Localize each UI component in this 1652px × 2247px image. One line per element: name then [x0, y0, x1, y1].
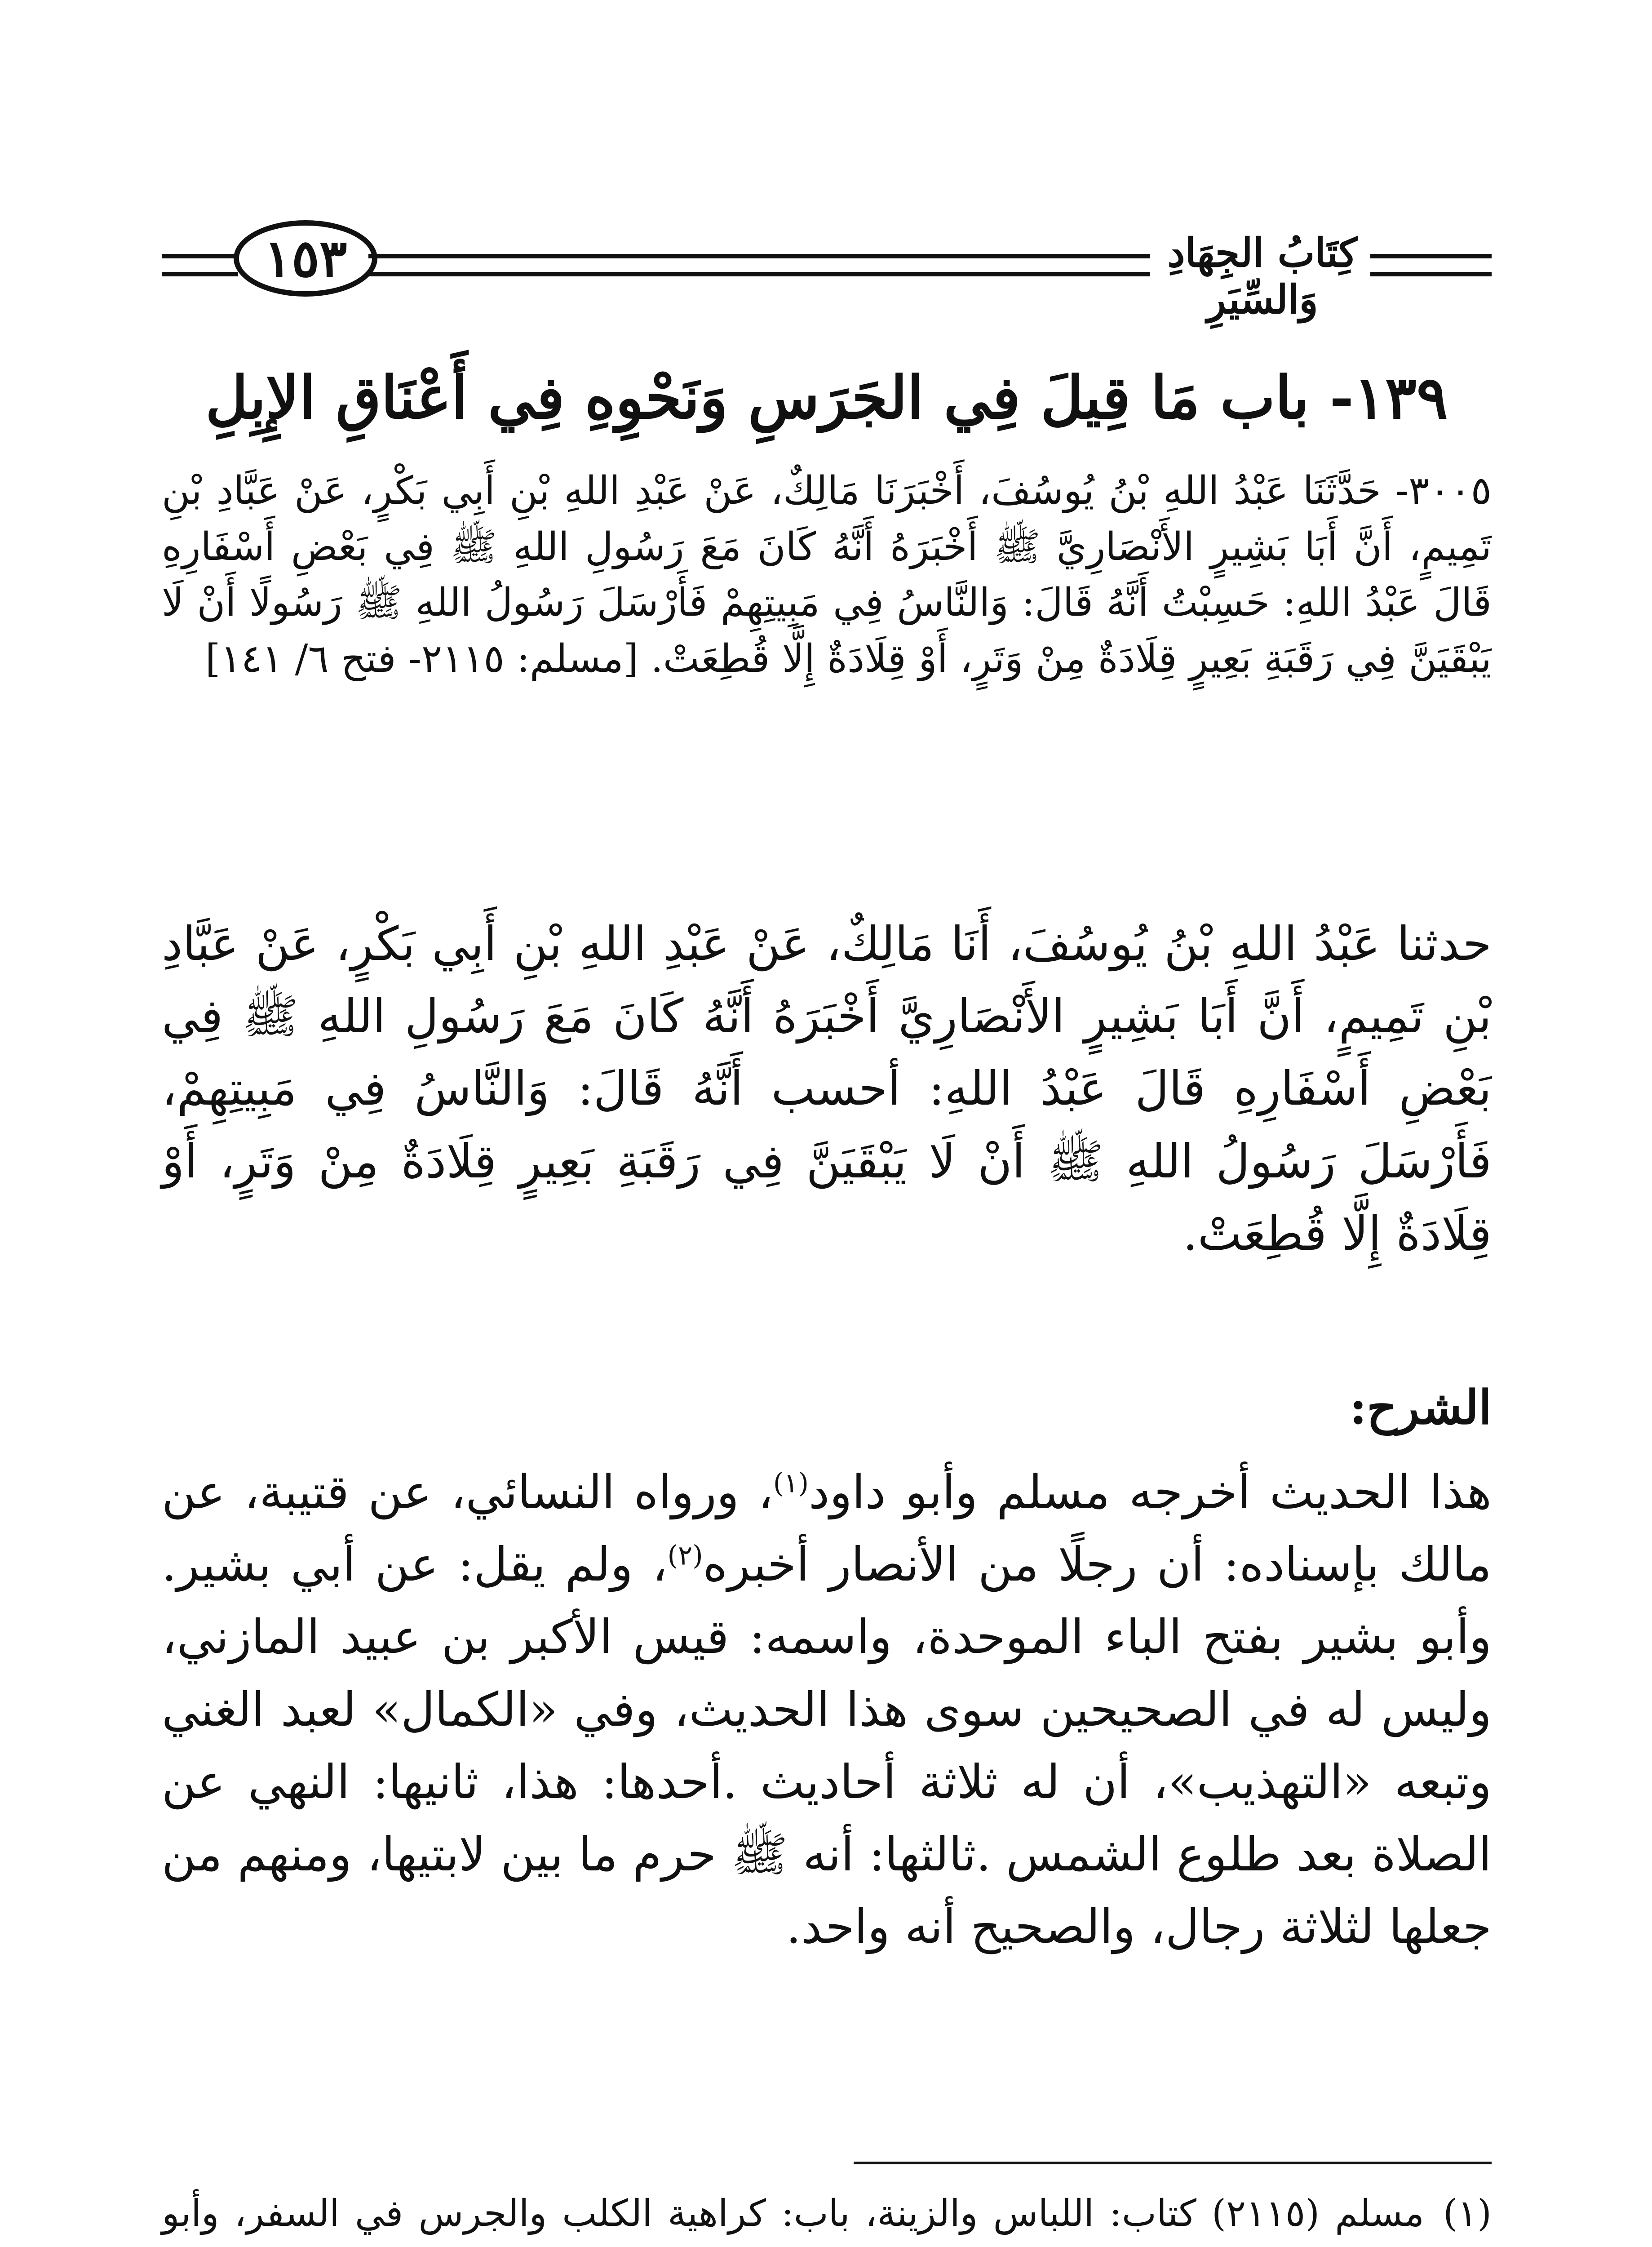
- header-rule-right: [1370, 254, 1492, 276]
- hadith-text-block: [162, 463, 1492, 687]
- commentary-text-part-3: ، ولم يقل: عن أبي بشير. وأبو بشير بفتح الباء الموحدة، واسمه: قيس الأكبر بن عبيد المازني، وليس له في الصحيحين سوى هذا الحديث، وفي «الكمال» لعبد الغني وتبعه «التهذيب»، أن له ثلاثة أحاديث .أحدها: هذا، ثانيها: النهي عن الصلاة بعد طلوع الشمس .ثالثها: أنه ﷺ حرم ما بين لابتيها، ومنهم من جعلها لثلاثة رجال، والصحيح أنه واحد.: [162, 1537, 1492, 1954]
- footnote-separator: [854, 2162, 1492, 2164]
- footnote-ref-2[interactable]: (٢): [667, 1540, 703, 1572]
- page-number-badge: [234, 220, 377, 297]
- header-rule-left: [162, 254, 238, 276]
- chapter-title: ١٣٩- باب مَا قِيلَ فِي الجَرَسِ وَنَحْوِهِ فِي أَعْنَاقِ الإِبِلِ: [205, 363, 1448, 432]
- commentary-text-part-1: هذا الحديث أخرجه مسلم وأبو داود: [809, 1465, 1492, 1519]
- footnote-item: [162, 2184, 1492, 2247]
- footnote-number: (١): [1443, 2192, 1492, 2235]
- commentary-paragraph: [162, 1456, 1492, 1963]
- footnotes: [162, 2184, 1492, 2247]
- commentary-heading: الشرح:: [1349, 1380, 1492, 1435]
- footnote-ref-1[interactable]: (١): [773, 1467, 809, 1499]
- page-number: ١٥٣: [264, 228, 347, 289]
- running-header: [162, 211, 1492, 323]
- hadith-text: ٣٠٠٥- حَدَّثَنَا عَبْدُ اللهِ بْنُ يُوسُفَ، أَخْبَرَنَا مَالِكٌ، عَنْ عَبْدِ اللهِ بْنِ أَبِي بَكْرٍ، عَنْ عَبَّادِ بْنِ تَمِيمٍ، أَنَّ أَبَا بَشِيرٍ الأَنْصَارِيَّ ﷺ أَخْبَرَهُ أَنَّهُ كَانَ مَعَ رَسُولِ اللهِ ﷺ فِي بَعْضِ أَسْفَارِهِ قَالَ عَبْدُ اللهِ: حَسِبْتُ أَنَّهُ قَالَ: وَالنَّاسُ فِي مَبِيتِهِمْ فَأَرْسَلَ رَسُولُ اللهِ ﷺ رَسُولًا أَنْ لَا يَبْقَيَنَّ فِي رَقَبَةِ بَعِيرٍ قِلَادَةٌ مِنْ وَتَرٍ، أَوْ قِلَادَةٌ إِلَّا قُطِعَتْ. [مسلم: ٢١١٥- فتح ٦/ ١٤١]: [162, 468, 1492, 682]
- hadith-repeated-text: حدثنا عَبْدُ اللهِ بْنُ يُوسُفَ، أَنَا مَالِكٌ، عَنْ عَبْدِ اللهِ بْنِ أَبِي بَكْرٍ، عَنْ عَبَّادِ بْنِ تَمِيمٍ، أَنَّ أَبَا بَشِيرٍ الأَنْصَارِيَّ أَخْبَرَهُ أَنَّهُ كَانَ مَعَ رَسُولِ اللهِ ﷺ فِي بَعْضِ أَسْفَارِهِ قَالَ عَبْدُ اللهِ: أحسب أَنَّهُ قَالَ: وَالنَّاسُ فِي مَبِيتِهِمْ، فَأَرْسَلَ رَسُولُ اللهِ ﷺ أَنْ لَا يَبْقَيَنَّ فِي رَقَبَةِ بَعِيرٍ قِلَادَةٌ مِنْ وَتَرٍ، أَوْ قِلَادَةٌ إِلَّا قُطِعَتْ.: [162, 916, 1492, 1261]
- footnote-text: مسلم (٢١١٥) كتاب: اللباس والزينة، باب: كراهية الكلب والجرس في السفر، وأبو: [162, 2192, 1424, 2235]
- running-title: كِتَابُ الجِهَادِ وَالسِّيَرِ: [1167, 229, 1358, 323]
- commentary-body: [162, 1456, 1492, 1963]
- hadith-commentary-text-block: [162, 908, 1492, 1270]
- header-rule-middle: [368, 254, 1150, 276]
- commentary-text-part-2: ، ورواه النسائي، عن قتيبة، عن مالك بإسناده: أن رجلًا من الأنصار أخبره: [162, 1465, 1492, 1592]
